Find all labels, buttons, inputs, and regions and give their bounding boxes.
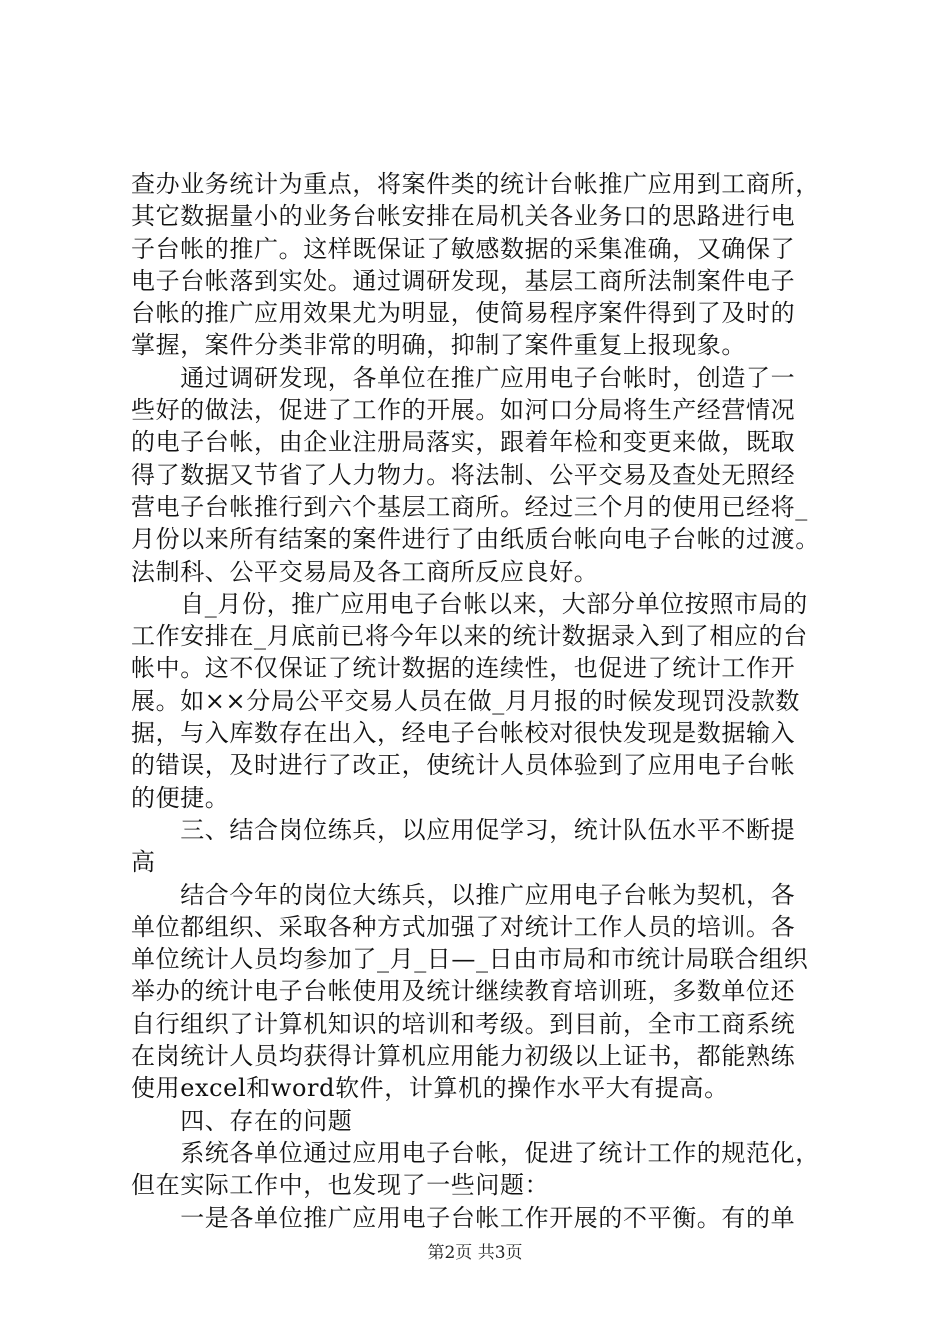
text-line: 举办的统计电子台帐使用及统计继续教育培训班，多数单位还 [131,977,796,1006]
page-footer: 第2页 共3页 [427,1243,523,1263]
text-line: 四、存在的问题 [131,1106,353,1135]
text-line: 掌握，案件分类非常的明确，抑制了案件重复上报现象。 [131,331,746,360]
text-line: 子台帐的推广。这样既保证了敏感数据的采集准确，又确保了 [131,234,796,263]
text-line: 月份以来所有结案的案件进行了由纸质台帐向电子台帐的过渡。 [131,525,820,554]
text-line: 营电子台帐推行到六个基层工商所。经过三个月的使用已经将_ [131,492,808,521]
text-line: 其它数据量小的业务台帐安排在局机关各业务口的思路进行电 [131,202,796,231]
text-line: 查办业务统计为重点，将案件类的统计台帐推广应用到工商所， [131,170,820,198]
text-line: 使用excel和word软件，计算机的操作水平大有提高。 [131,1074,729,1103]
text-line: 通过调研发现，各单位在推广应用电子台帐时，创造了一 [131,363,796,392]
text-line: 单位统计人员均参加了_月_日—_日由市局和市统计局联合组织 [131,945,809,974]
text-line: 结合今年的岗位大练兵，以推广应用电子台帐为契机，各 [131,880,796,909]
text-line: 得了数据又节省了人力物力。将法制、公平交易及查处无照经 [131,460,796,489]
text-line: 单位都组织、采取各种方式加强了对统计工作人员的培训。各 [131,912,796,941]
text-line: 台帐的推广应用效果尤为明显，使简易程序案件得到了及时的 [131,299,796,328]
text-line: 高 [131,848,156,877]
document-body [131,168,841,1234]
text-line: 的便捷。 [131,783,230,812]
text-line: 但在实际工作中，也发现了一些问题： [131,1171,550,1200]
text-line: 的电子台帐，由企业注册局落实，跟着年检和变更来做，既取 [131,428,796,457]
text-line: 自_月份，推广应用电子台帐以来，大部分单位按照市局的 [131,589,808,618]
text-line: 自行组织了计算机知识的培训和考级。到目前，全市工商系统 [131,1009,796,1038]
text-line: 在岗统计人员均获得计算机应用能力初级以上证书，都能熟练 [131,1042,796,1071]
text-line: 据，与入库数存在出入，经电子台帐校对很快发现是数据输入 [131,719,796,748]
text-line: 系统各单位通过应用电子台帐，促进了统计工作的规范化， [131,1138,820,1167]
text-line: 三、结合岗位练兵，以应用促学习，统计队伍水平不断提 [131,815,796,844]
text-line: 电子台帐落到实处。通过调研发现，基层工商所法制案件电子 [131,266,796,295]
text-line: 工作安排在_月底前已将今年以来的统计数据录入到了相应的台 [131,622,808,651]
text-line: 法制科、公平交易局及各工商所反应良好。 [131,557,599,586]
text-line: 展。如××分局公平交易人员在做_月月报的时候发现罚没款数 [131,686,801,715]
text-line: 的错误，及时进行了改正，使统计人员体验到了应用电子台帐 [131,751,796,780]
text-line: 一是各单位推广应用电子台帐工作开展的不平衡。有的单 [131,1203,796,1232]
text-line: 些好的做法，促进了工作的开展。如河口分局将生产经营情况 [131,396,796,425]
text-line: 帐中。这不仅保证了统计数据的连续性，也促进了统计工作开 [131,654,796,683]
